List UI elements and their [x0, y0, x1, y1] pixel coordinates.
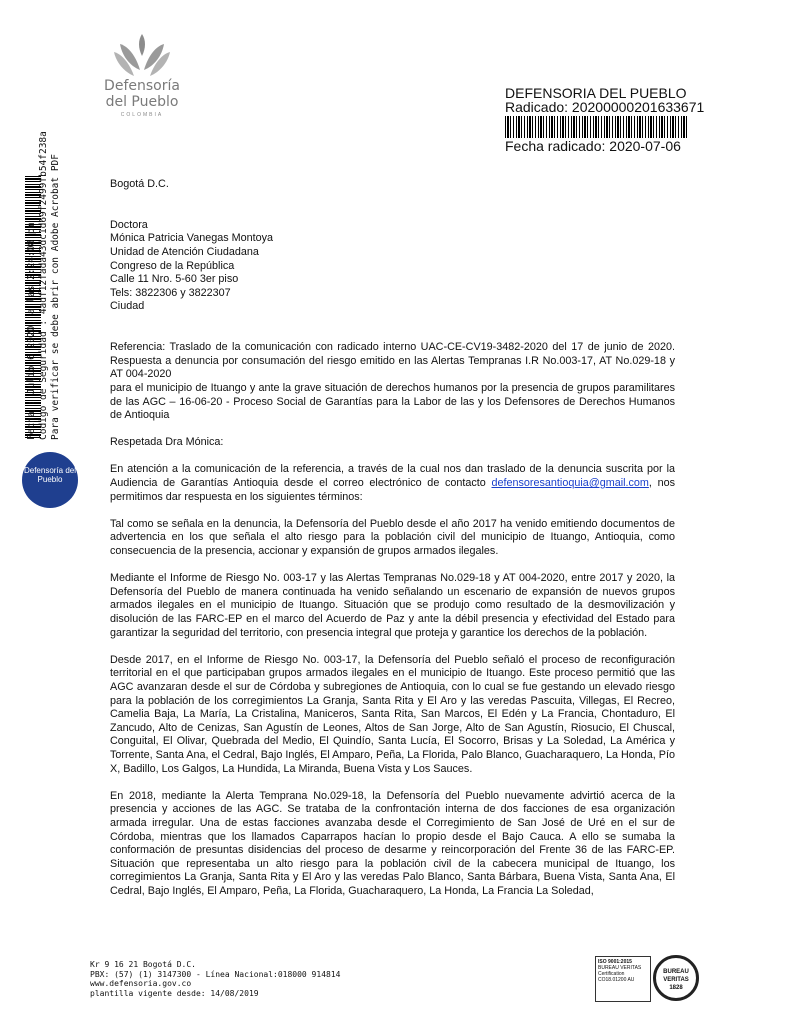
letter-city: Bogotá D.C. [110, 178, 169, 190]
paragraph-4: Desde 2017, en el Informe de Riesgo No. 003-17, la Defensoría del Pueblo señaló el proceso de reconfiguración territorial en el que participaban grupos armados ilegales en el municipio de Ituango. Este proceso permitió que las AGC avanzaran desde el sur de Córdoba y subregiones de Antioquia, con lo cual se fue gestando un elevado riesgo para la población de los corregimientos La Granja, Santa Rita y El Aro y las veredas Pascuita, Villegas, El Recreo, Camelia Baja, La María, La Cristalina, Maniceros, Santa Rita, San Marcos, El Edén y La Francia, Chontaduro, El Zancudo, Alto de Cenizas, San Agustín de Leones, Altos de San Jorge, Alto de San Agustín, Riosucio, El Chuscal, Conguital, El Olivar, Quebrada del Medio, El Quindío, Santa Lucía, El Socorro, Brisas y La Soledad, La América y Torrente, Santa Ana, el Cedral, Bajo Inglés, El Amparo, Peña, La Florida, Palo Blanco, Guacharaquero, La Honda, Pío X, Badillo, Los Galgos, La Hundida, La Miranda, Buena Vista y Los Sauces. [110, 653, 675, 775]
paragraph-5: En 2018, mediante la Alerta Temprana No.029-18, la Defensoría del Pueblo nuevamente advirtió acerca de la presencia y acciones de las AGC. Se trataba de la confrontación interna de dos facciones de esa organización armada irregular. Una de estas facciones avanzaba desde el Corregimiento de San José de Uré en el sur de Córdoba, mientras que los llamados Caparrapos hacían lo propio desde el Bajo Cauca. A ello se sumaba la conformación de presuntas disidencias del proceso de desarme y reincorporación del Frente 36 de las FARC-EP. Situación que representaba un alto riesgo para la población civil de la cabecera municipal de Ituango, los corregimientos La Granja, Santa Rita y El Aro y las veredas Palo Blanco, Santa Bárbara, Buena Vista, Santa Ana, El Cedral, Bajo Inglés, El Amparo, Peña, La Florida, Guacharaquero, La Honda, La Francia La Soledad, [110, 789, 675, 897]
logo-text-line2: del Pueblo [105, 94, 179, 110]
defensoria-seal [22, 452, 78, 508]
recipient-line: Mónica Patricia Vanegas Montoya [110, 232, 274, 245]
reference-paragraph-cont: para el municipio de Ituango y ante la grave situación de derechos humanos por la presencia de grupos paramilitares de las AGC – 16-06-20 - Proceso Social de Garantías para la Labor de las y los Defensores de Derechos Humanos de Antioquia [110, 381, 675, 422]
stamp-radicado: Radicado: 20200000201633671 [505, 99, 705, 115]
paragraph-1: En atención a la comunicación de la referencia, a través de la cual nos dan traslado de la denuncia suscrita por la Audiencia de Garantías Antioquia desde el correo electrónico de contacto defensoresantioquia@gmail.com, nos permitimos dar respuesta en los siguientes términos: [110, 463, 675, 503]
stamp-entity: DEFENSORIA DEL PUEBLO [505, 85, 687, 101]
recipient-line: Tels: 3822306 y 3822307 [110, 286, 231, 299]
security-line3: Para verificar se debe abrir con Adobe Acrobat PDF [50, 154, 61, 440]
footer-template-date: plantilla vigente desde: 14/08/2019 [90, 988, 259, 998]
recipient-line: Congreso de la República [110, 259, 235, 272]
logo-subtitle: COLOMBIA [120, 112, 164, 118]
reference-paragraph: Referencia: Traslado de la comunicación con radicado interno UAC-CE-CV19-3482-2020 del 17 de junio de 2020. Respuesta a denuncia por consumación del riesgo emitido en las Alertas Tempranas I.R No.003-17, AT No.029-18 y AT 004-2020 [110, 341, 675, 381]
stamp-barcode [505, 116, 687, 138]
paragraph-2: Tal como se señala en la denuncia, la Defensoría del Pueblo desde el año 2017 ha venido emitiendo documentos de advertencia en los que señala el alto riesgo para la población civil del municipio de Ituango, Antioquia, como consecuencia de la presencia, accionar y expansión de grupos armados ilegales. [110, 517, 675, 558]
seal-text: Defensoría del Pueblo [23, 466, 77, 484]
security-line2: Codigo de Seguridad : 4adf12fada43dc1d69f2499fb54f238a [38, 131, 49, 440]
radicado-stamp [505, 86, 705, 153]
hands-emblem-icon [112, 30, 172, 78]
letter-body [110, 178, 675, 898]
recipient-line: Ciudad [110, 300, 145, 313]
iso-certification-badge: ISO 9001:2015 BUREAU VERITAS Certification CO18.01200 AU [595, 956, 651, 1002]
stamp-fecha: Fecha radicado: 2020-07-06 [505, 138, 681, 154]
footer-address: Kr 9 16 21 Bogotá D.C. [90, 960, 196, 969]
security-line1: Fecha : Julio 6 2020, a las 2:24:08 pm [26, 222, 37, 440]
logo-text-line1: Defensoría [104, 78, 180, 94]
footer-phone: PBX: (57) (1) 3147300 - Línea Nacional:018000 914814 [90, 969, 341, 979]
salutation: Respetada Dra Mónica: [110, 436, 224, 449]
defensoria-logo [96, 30, 188, 118]
paragraph-3: Mediante el Informe de Riesgo No. 003-17 y las Alertas Tempranas No.029-18 y AT 004-2020, entre 2017 y 2020, la Defensoría del Pueblo de manera continuada ha venido señalando un escenario de expansión de nuevos grupos armados ilegales en el municipio de Ituango. Situación que se produjo como resultado de la desmovilización y disolución de las FARC-EP en el marco del Acuerdo de Paz y ante la débil presencia y efectividad del Estado para garantizar la seguridad del territorio, con presencia integral que proteja y garantice los derechos de la población. [110, 572, 675, 639]
footer [90, 960, 340, 998]
email-link[interactable]: defensoresantioquia@gmail.com [491, 477, 649, 490]
bureau-veritas-seal: BUREAU VERITAS 1828 [653, 955, 699, 1001]
recipient-line: Unidad de Atención Ciudadana [110, 245, 259, 258]
recipient-line: Calle 11 Nro. 5-60 3er piso [110, 273, 239, 286]
footer-website: www.defensoria.gov.co [90, 979, 192, 988]
security-text [26, 120, 62, 440]
recipient-line: Doctora [110, 218, 148, 231]
